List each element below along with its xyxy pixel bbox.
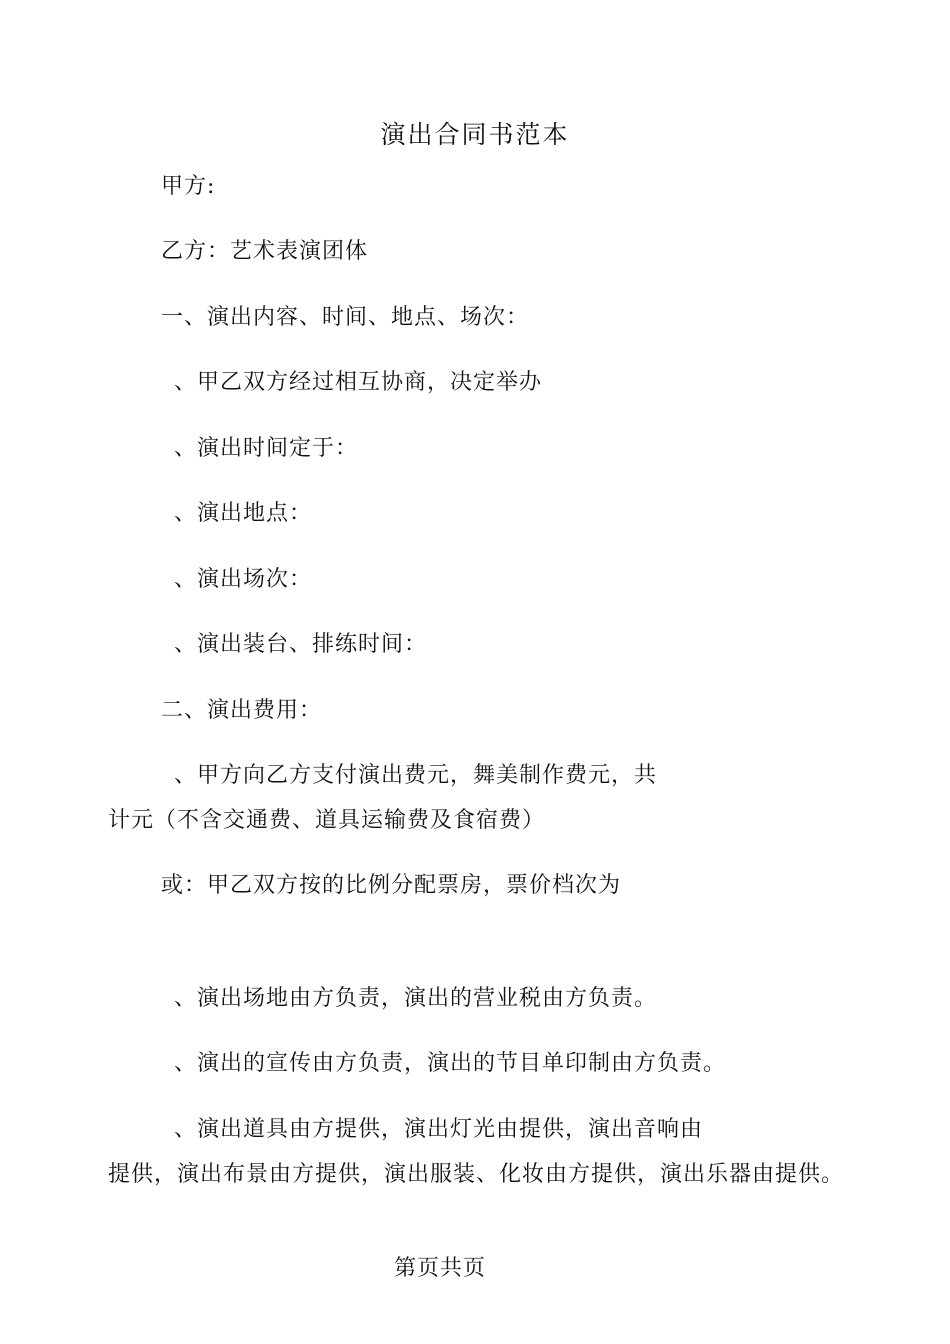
- document-title: 演出合同书范本: [380, 120, 570, 149]
- section-2-heading: 二、演出费用：: [161, 698, 323, 723]
- clause-2-alternative: 或：甲乙双方按的比例分配票房，票价档次为: [161, 873, 622, 898]
- clause-2-4-line-1: 、演出道具由方提供，演出灯光由提供，演出音响由: [174, 1117, 704, 1142]
- clause-2-4-line-2: 提供，演出布景由方提供，演出服装、化妆由方提供，演出乐器由提供。: [108, 1162, 845, 1187]
- clause-1-4: 、演出场次：: [174, 567, 313, 592]
- clause-1-5: 、演出装台、排练时间：: [174, 632, 428, 657]
- page-footer: 第页共页: [393, 1256, 486, 1281]
- clause-2-1-line-2: 计元（不含交通费、道具运输费及食宿费）: [108, 808, 546, 833]
- party-a-line: 甲方:: [161, 174, 216, 199]
- clause-1-3: 、演出地点：: [174, 501, 313, 526]
- clause-2-1-line-1: 、甲方向乙方支付演出费元，舞美制作费元，共: [174, 763, 658, 788]
- clause-2-2: 、演出场地由方负责，演出的营业税由方负责。: [174, 986, 658, 1011]
- clause-1-2: 、演出时间定于：: [174, 436, 359, 461]
- clause-2-3: 、演出的宣传由方负责，演出的节目单印制由方负责。: [174, 1051, 727, 1076]
- party-b-line: 乙方：艺术表演团体: [161, 239, 369, 264]
- section-1-heading: 一、演出内容、时间、地点、场次：: [161, 305, 530, 330]
- clause-1-1: 、甲乙双方经过相互协商，决定举办: [174, 370, 543, 395]
